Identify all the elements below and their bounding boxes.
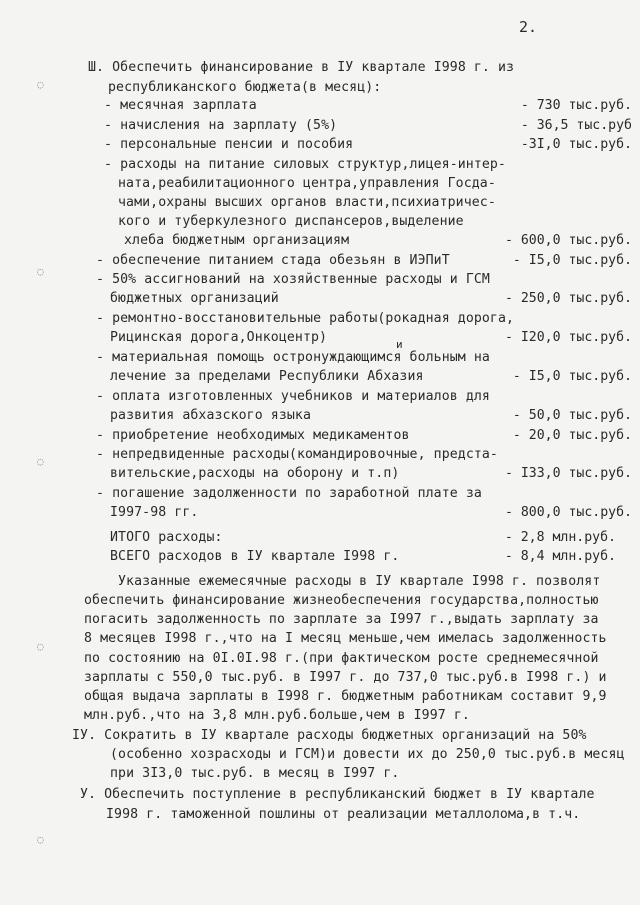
item-line: кого и туберкулезного диспансеров,выделение <box>118 214 464 229</box>
item-amount: - I5,0 тыс.руб. <box>512 253 632 268</box>
item-amount: - 36,5 тыс.руб <box>520 118 632 133</box>
item-amount: - I5,0 тыс.руб. <box>512 369 632 384</box>
item-line: лечение за пределами Республики Абхазия <box>110 369 424 384</box>
item-line: хлеба бюджетным организациям <box>124 233 350 248</box>
item-amount: - 800,0 тыс.руб. <box>504 505 632 520</box>
item-amount: - I33,0 тыс.руб. <box>504 466 632 481</box>
item-line: - погашение задолженности по заработной плате за <box>96 486 482 501</box>
item-line: I997-98 гг. <box>110 505 199 520</box>
item-line: - непредвиденные расходы(командировочные, предста- <box>96 447 498 462</box>
item-line: - начисления на зарплату (5%) <box>104 118 338 133</box>
section4-line: (особенно хозрасходы и ГСМ)и довести их до 250,0 тыс.руб.в месяц <box>110 747 625 762</box>
paragraph-line: по состоянию на 0I.0I.98 г.(при фактическом росте среднемесячной <box>84 651 599 666</box>
binding-hole-mark: ◌ <box>37 265 44 278</box>
section4-line: IУ. Сократить в IУ квартале расходы бюджетных организаций на 50% <box>72 728 587 743</box>
item-line: чами,охраны высших органов власти,психиатричес- <box>118 195 496 210</box>
paragraph-line: млн.руб.,что на 3,8 млн.руб.больше,чем в I997 г. <box>84 708 470 723</box>
item-line: развития абхазского языка <box>110 408 311 423</box>
item-amount: - 250,0 тыс.руб. <box>504 291 632 306</box>
binding-hole-mark: ◌ <box>37 833 44 846</box>
item-amount: - 50,0 тыс.руб. <box>512 408 632 423</box>
item-amount: - 730 тыс.руб. <box>520 98 632 113</box>
item-line: - материальная помощь остронуждающимся больным на <box>96 350 490 365</box>
item-line: - приобретение необходимых медикаментов <box>96 428 410 443</box>
grand-total-label: ВСЕГО расходов в IУ квартале I998 г. <box>110 549 400 564</box>
page-number: 2. <box>519 18 538 36</box>
section3-title: Ш. Обеспечить финансирование в IУ квартале I998 г. из <box>88 60 515 75</box>
section5-line: У. Обеспечить поступление в республиканский бюджет в IУ квартале <box>80 787 595 802</box>
item-amount: - 600,0 тыс.руб. <box>504 233 632 248</box>
item-amount: -3I,0 тыс.руб. <box>520 137 632 152</box>
item-line: вительские,расходы на оборону и т.п) <box>110 466 400 481</box>
item-line: - 50% ассигнований на хозяйственные расходы и ГСМ <box>96 272 490 287</box>
section4-line: при 3I3,0 тыс.руб. в месяц в I997 г. <box>110 766 400 781</box>
item-amount: - 20,0 тыс.руб. <box>512 428 632 443</box>
item-line: - оплата изготовленных учебников и материалов для <box>96 389 490 404</box>
item-amount: - I20,0 тыс.руб. <box>504 330 632 345</box>
binding-hole-mark: ◌ <box>37 640 44 653</box>
total-label: ИТОГО расходы: <box>110 530 223 545</box>
item-line: - обеспечение питанием стада обезьян в ИЭПиТ <box>96 253 450 268</box>
item-line: - расходы на питание силовых структур,лицея-интер- <box>104 157 506 172</box>
paragraph-line: обеспечить финансирование жизнеобеспечения государства,полностью <box>84 593 599 608</box>
item-line: Рицинская дорога,Онкоцентр) <box>110 330 328 345</box>
item-line: - персональные пенсии и пособия <box>104 137 354 152</box>
binding-hole-mark: ◌ <box>37 78 44 91</box>
paragraph-line: 8 месяцев I998 г.,что на I месяц меньше,чем имелась задолженность <box>84 631 607 646</box>
item-line: бюджетных организаций <box>110 291 279 306</box>
total-amount: - 2,8 млн.руб. <box>504 530 616 545</box>
grand-total-amount: - 8,4 млн.руб. <box>504 549 616 564</box>
item-line: - ремонтно-восстановительные работы(рокадная дорога, <box>96 311 515 326</box>
section5-line: I998 г. таможенной пошлины от реализации металлолома,в т.ч. <box>106 807 581 822</box>
binding-hole-mark: ◌ <box>37 455 44 468</box>
paragraph-line: общая выдача зарплаты в I998 г. бюджетным работникам составит 9,9 <box>84 689 607 704</box>
paragraph-line: зарплаты с 550,0 тыс.руб. в I997 г. до 737,0 тыс.руб.в I998 г.) и <box>84 670 607 685</box>
paragraph-line: погасить задолженность по зарплате за I997 г.,выдать зарплату за <box>84 612 599 627</box>
paragraph-line: Указанные ежемесячные расходы в IУ квартале I998 г. позволят <box>118 574 601 589</box>
item-line: ната,реабилитационного центра,управления Госда- <box>118 176 496 191</box>
stray-handwritten-mark: и <box>396 338 403 351</box>
section3-subtitle: республиканского бюджета(в месяц): <box>108 80 382 95</box>
item-line: - месячная зарплата <box>104 98 257 113</box>
